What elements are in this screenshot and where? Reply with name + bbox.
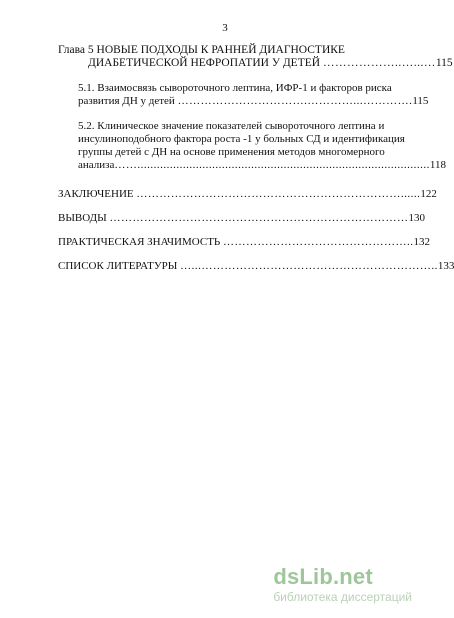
toc-entry-title: ВЫВОДЫ [58, 212, 107, 224]
toc-page-number: 132 [413, 236, 430, 248]
toc-leader-dots: …………………………………………………………………… [109, 212, 409, 224]
toc-entry-leader-line [78, 95, 429, 108]
toc-entry-title-line: 5.1. Взаимосвязь сывороточного лептина, ИФР-1 и факторов риска [78, 82, 392, 94]
toc-entry-title: СПИСОК ЛИТЕРАТУРЫ [58, 260, 178, 272]
toc-page-number: 122 [420, 188, 437, 200]
toc-leader-dots: …….......................................................................................... [114, 159, 430, 171]
toc-entry-section-5-2[interactable] [58, 120, 446, 172]
toc-entry-title-line: ДИАБЕТИЧЕСКОЙ НЕФРОПАТИИ У ДЕТЕЙ [88, 57, 321, 69]
toc-entry-section-5-1[interactable] [58, 82, 429, 108]
toc-entry-chapter-5[interactable] [58, 44, 453, 70]
toc-leader-dots: …………………………….…………...…………. [177, 95, 413, 107]
toc-entry-practical-significance[interactable] [58, 236, 430, 249]
toc-entry-title: ПРАКТИЧЕСКАЯ ЗНАЧИМОСТЬ [58, 236, 221, 248]
toc-leader-dots: ……………………………………………………………...... [136, 188, 421, 200]
toc-page-number: 115 [435, 57, 453, 69]
toc-page-number: 130 [408, 212, 426, 224]
watermark-logo-tld: .net [332, 564, 373, 589]
toc-entry-findings[interactable] [58, 212, 426, 225]
watermark-logo [273, 566, 412, 588]
toc-entry-leader-line [58, 57, 453, 70]
toc-entry-title-line: инсулиноподобного фактора роста -1 у больных СД и идентификация [78, 133, 405, 145]
toc-leader-dots: ………………..…...… [322, 57, 436, 69]
toc-entry-title-line: анализа [78, 159, 115, 171]
toc-entry-title-line: Глава 5 НОВЫЕ ПОДХОДЫ К РАННЕЙ ДИАГНОСТИКЕ [58, 44, 345, 56]
toc-leader-dots: ………………………………………….. [222, 236, 414, 248]
toc-entry-title-line: развития ДН у детей [78, 95, 175, 107]
watermark-subtitle: библиотека диссертаций [273, 590, 412, 604]
toc-entry-title: ЗАКЛЮЧЕНИЕ [58, 188, 134, 200]
toc-entry-title-line: 5.2. Клиническое значение показателей сывороточного лептина и [78, 120, 385, 132]
toc-entry-references[interactable] [58, 260, 454, 273]
toc-page-number: 133 [437, 260, 454, 272]
toc-entry-conclusion[interactable] [58, 188, 437, 201]
toc-leader-dots: …...…………………………………………………….. [180, 260, 438, 272]
toc-entry-title-line: группы детей с ДН на основе применения методов многомерного [78, 146, 385, 158]
toc-entry-leader-line [78, 159, 446, 172]
table-of-contents [58, 44, 454, 273]
toc-page-number: 115 [412, 95, 429, 107]
toc-page-number: 118 [429, 159, 446, 171]
watermark-logo-main: dsLib [273, 564, 333, 589]
dslib-watermark [273, 566, 412, 604]
page-number: 3 [222, 22, 228, 34]
